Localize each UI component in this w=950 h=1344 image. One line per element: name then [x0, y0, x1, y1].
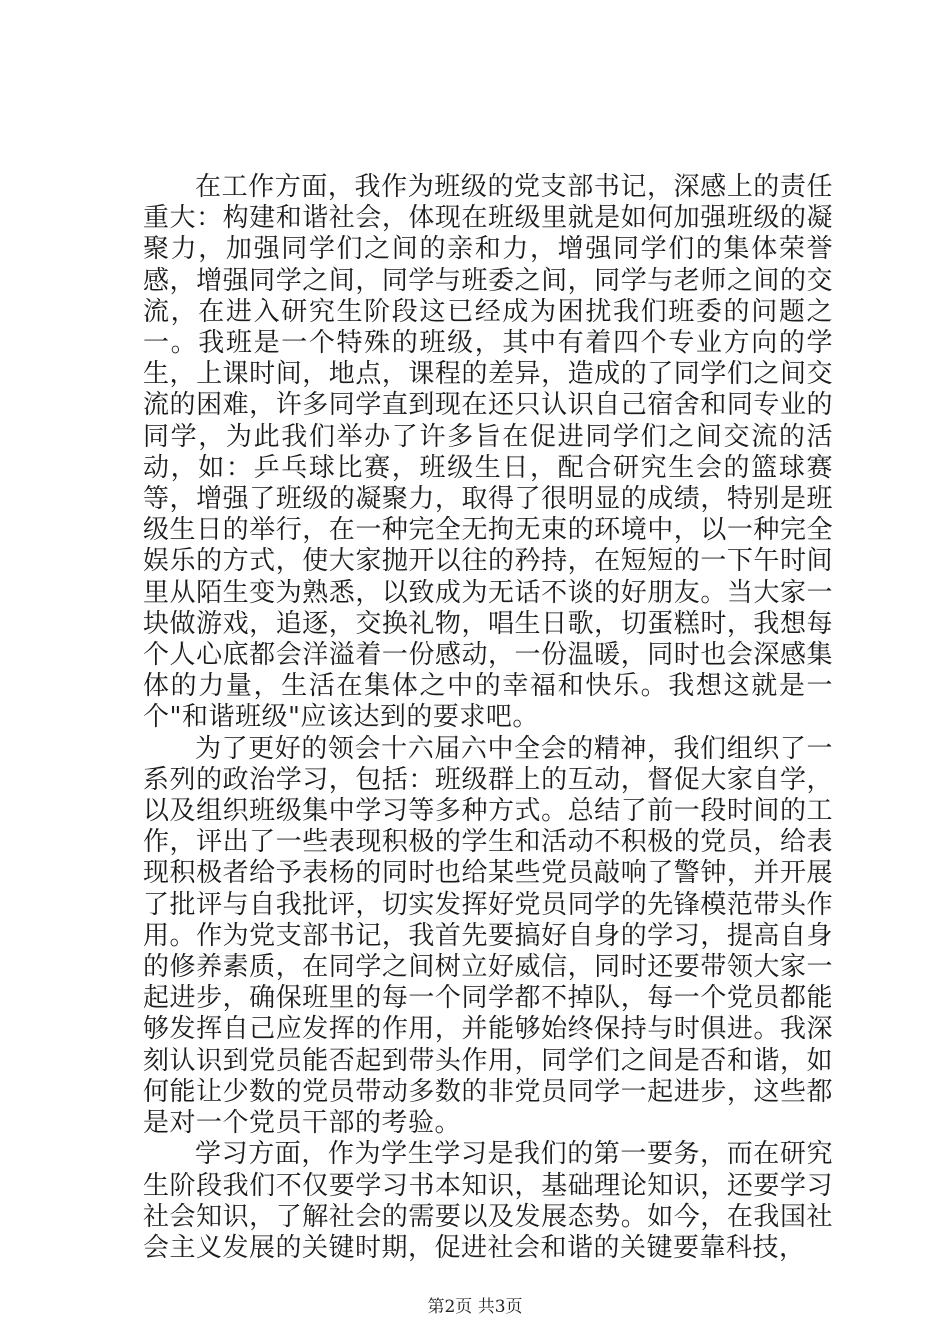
paragraph-learning: 学习方面，作为学生学习是我们的第一要务，而在研究生阶段我们不仅要学习书本知识，基础理论知识，还要学习社会知识，了解社会的需要以及发展态势。如今，在我国社会主义发展的关键时期，促进社会和谐的关键要靠科技， — [143, 1139, 833, 1263]
document-body — [143, 172, 833, 1264]
paragraph-work: 在工作方面，我作为班级的党支部书记，深感上的责任重大：构建和谐社会，体现在班级里就是如何加强班级的凝聚力，加强同学们之间的亲和力，增强同学们的集体荣誉感，增强同学之间，同学与班委之间，同学与老师之间的交流，在进入研究生阶段这已经成为困扰我们班委的问题之一。我班是一个特殊的班级，其中有着四个专业方向的学生，上课时间，地点，课程的差异，造成的了同学们之间交流的困难，许多同学直到现在还只认识自己宿舍和同专业的同学，为此我们举办了许多旨在促进同学们之间交流的活动，如：乒乓球比赛，班级生日，配合研究生会的篮球赛等，增强了班级的凝聚力，取得了很明显的成绩，特别是班级生日的举行，在一种完全无拘无束的环境中，以一种完全娱乐的方式，使大家抛开以往的矜持，在短短的一下午时间里从陌生变为熟悉，以致成为无话不谈的好朋友。当大家一块做游戏，追逐，交换礼物，唱生日歌，切蛋糕时，我想每个人心底都会洋溢着一份感动，一份温暖，同时也会深感集体的力量，生活在集体之中的幸福和快乐。我想这就是一个"和谐班级"应该达到的要求吧。 — [143, 172, 833, 733]
page-number-footer: 第2页 共3页 — [427, 1297, 523, 1317]
paragraph-political-study: 为了更好的领会十六届六中全会的精神，我们组织了一系列的政治学习，包括：班级群上的互动，督促大家自学，以及组织班级集中学习等多种方式。总结了前一段时间的工作，评出了一些表现积极的学生和活动不积极的党员，给表现积极者给予表杨的同时也给某些党员敲响了警钟，并开展了批评与自我批评，切实发挥好党员同学的先锋模范带头作用。作为党支部书记，我首先要搞好自身的学习，提高自身的修养素质，在同学之间树立好威信，同时还要带领大家一起进步，确保班里的每一个同学都不掉队，每一个党员都能够发挥自己应发挥的作用，并能够始终保持与时俱进。我深刻认识到党员能否起到带头作用，同学们之间是否和谐，如何能让少数的党员带动多数的非党员同学一起进步，这些都是对一个党员干部的考验。 — [143, 733, 833, 1139]
